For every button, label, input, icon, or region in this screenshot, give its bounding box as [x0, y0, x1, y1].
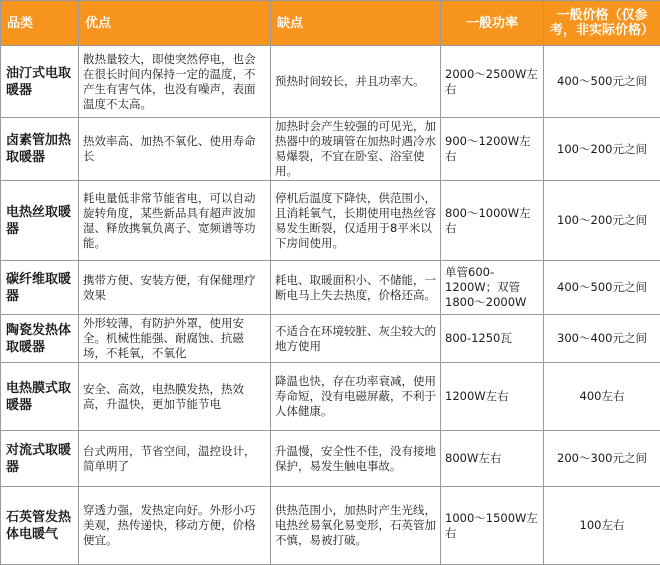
header-pros: 优点 [79, 1, 271, 46]
row-price: 400左右 [544, 363, 660, 431]
table-row [1, 261, 660, 315]
row-power: 单管600-1200W；双管1800～2000W [441, 261, 544, 315]
row-power: 800～1000W左右 [441, 181, 544, 261]
header-cons: 缺点 [271, 1, 441, 46]
row-price: 200～300元之间 [544, 431, 660, 487]
row-category: 碳纤维取暖器 [1, 261, 79, 315]
row-pros: 穿透力强，发热定向好。外形小巧美观，热传递快，移动方便，价格便宜。 [79, 487, 271, 565]
row-category: 陶瓷发热体取暖器 [1, 315, 79, 363]
row-cons: 加热时会产生较强的可见光，加热器中的玻璃管在加热时遇冷水易爆裂，不宜在卧室、浴室使用。 [271, 118, 441, 181]
row-cons: 耗电、取暖面积小、不储能，一断电马上失去热度，价格还高。 [271, 261, 441, 315]
row-pros: 台式两用，节省空间，温控设计，简单明了 [79, 431, 271, 487]
row-pros: 安全、高效，电热膜发热，热效高，升温快，更加节能节电 [79, 363, 271, 431]
row-price: 400～500元之间 [544, 261, 660, 315]
row-power: 800W左右 [441, 431, 544, 487]
table-row [1, 181, 660, 261]
row-category: 卤素管加热取暖器 [1, 118, 79, 181]
table-header-row [1, 1, 660, 46]
table-row [1, 46, 660, 118]
table-row [1, 487, 660, 565]
row-power: 2000～2500W左右 [441, 46, 544, 118]
row-cons: 预热时间较长，并且功率大。 [271, 46, 441, 118]
row-category: 石英管发热体电暖气 [1, 487, 79, 565]
table-row [1, 315, 660, 363]
row-cons: 降温也快，存在功率衰减，使用寿命短，没有电磁屏蔽，不利于人体健康。 [271, 363, 441, 431]
row-price: 300～400元之间 [544, 315, 660, 363]
row-power: 900～1200W左右 [441, 118, 544, 181]
row-power: 800-1250瓦 [441, 315, 544, 363]
row-cons: 升温慢，安全性不佳，没有接地保护，易发生触电事故。 [271, 431, 441, 487]
row-cons: 停机后温度下降快，供范围小，且消耗氧气，长期使用电热丝容易发生断裂，仅适用于8平米以下房间使用。 [271, 181, 441, 261]
header-price: 一般价格（仅参考，非实际价格） [544, 1, 660, 46]
row-price: 100～200元之间 [544, 118, 660, 181]
row-pros: 携带方便、安装方便，有保健理疗效果 [79, 261, 271, 315]
table-row [1, 431, 660, 487]
row-category: 油汀式电取暖器 [1, 46, 79, 118]
row-price: 400～500元之间 [544, 46, 660, 118]
table-row [1, 363, 660, 431]
row-cons: 不适合在环境较脏、灰尘较大的地方使用 [271, 315, 441, 363]
row-category: 电热丝取暖器 [1, 181, 79, 261]
header-power: 一般功率 [441, 1, 544, 46]
row-category: 对流式取暖器 [1, 431, 79, 487]
row-pros: 散热量较大，即使突然停电，也会在很长时间内保持一定的温度，不产生有害气体，也没有噪声，表面温度不太高。 [79, 46, 271, 118]
row-power: 1200W左右 [441, 363, 544, 431]
row-cons: 供热范围小，加热时产生光线，电热丝易氧化易变形，石英管加不慎，易被打破。 [271, 487, 441, 565]
header-category: 品类 [1, 1, 79, 46]
row-pros: 热效率高、加热不氧化、使用寿命长 [79, 118, 271, 181]
table-row [1, 118, 660, 181]
row-pros: 外形较薄，有防护外罩，使用安全。机械性能强、耐腐蚀、抗磁场，不耗氧，不氧化 [79, 315, 271, 363]
row-power: 1000～1500W左右 [441, 487, 544, 565]
row-price: 100～200元之间 [544, 181, 660, 261]
row-price: 100左右 [544, 487, 660, 565]
row-pros: 耗电量低非常节能省电，可以自动旋转角度，某些新品具有超声波加湿、释放携氧负离子、宽频谱等功能。 [79, 181, 271, 261]
row-category: 电热膜式取暖器 [1, 363, 79, 431]
